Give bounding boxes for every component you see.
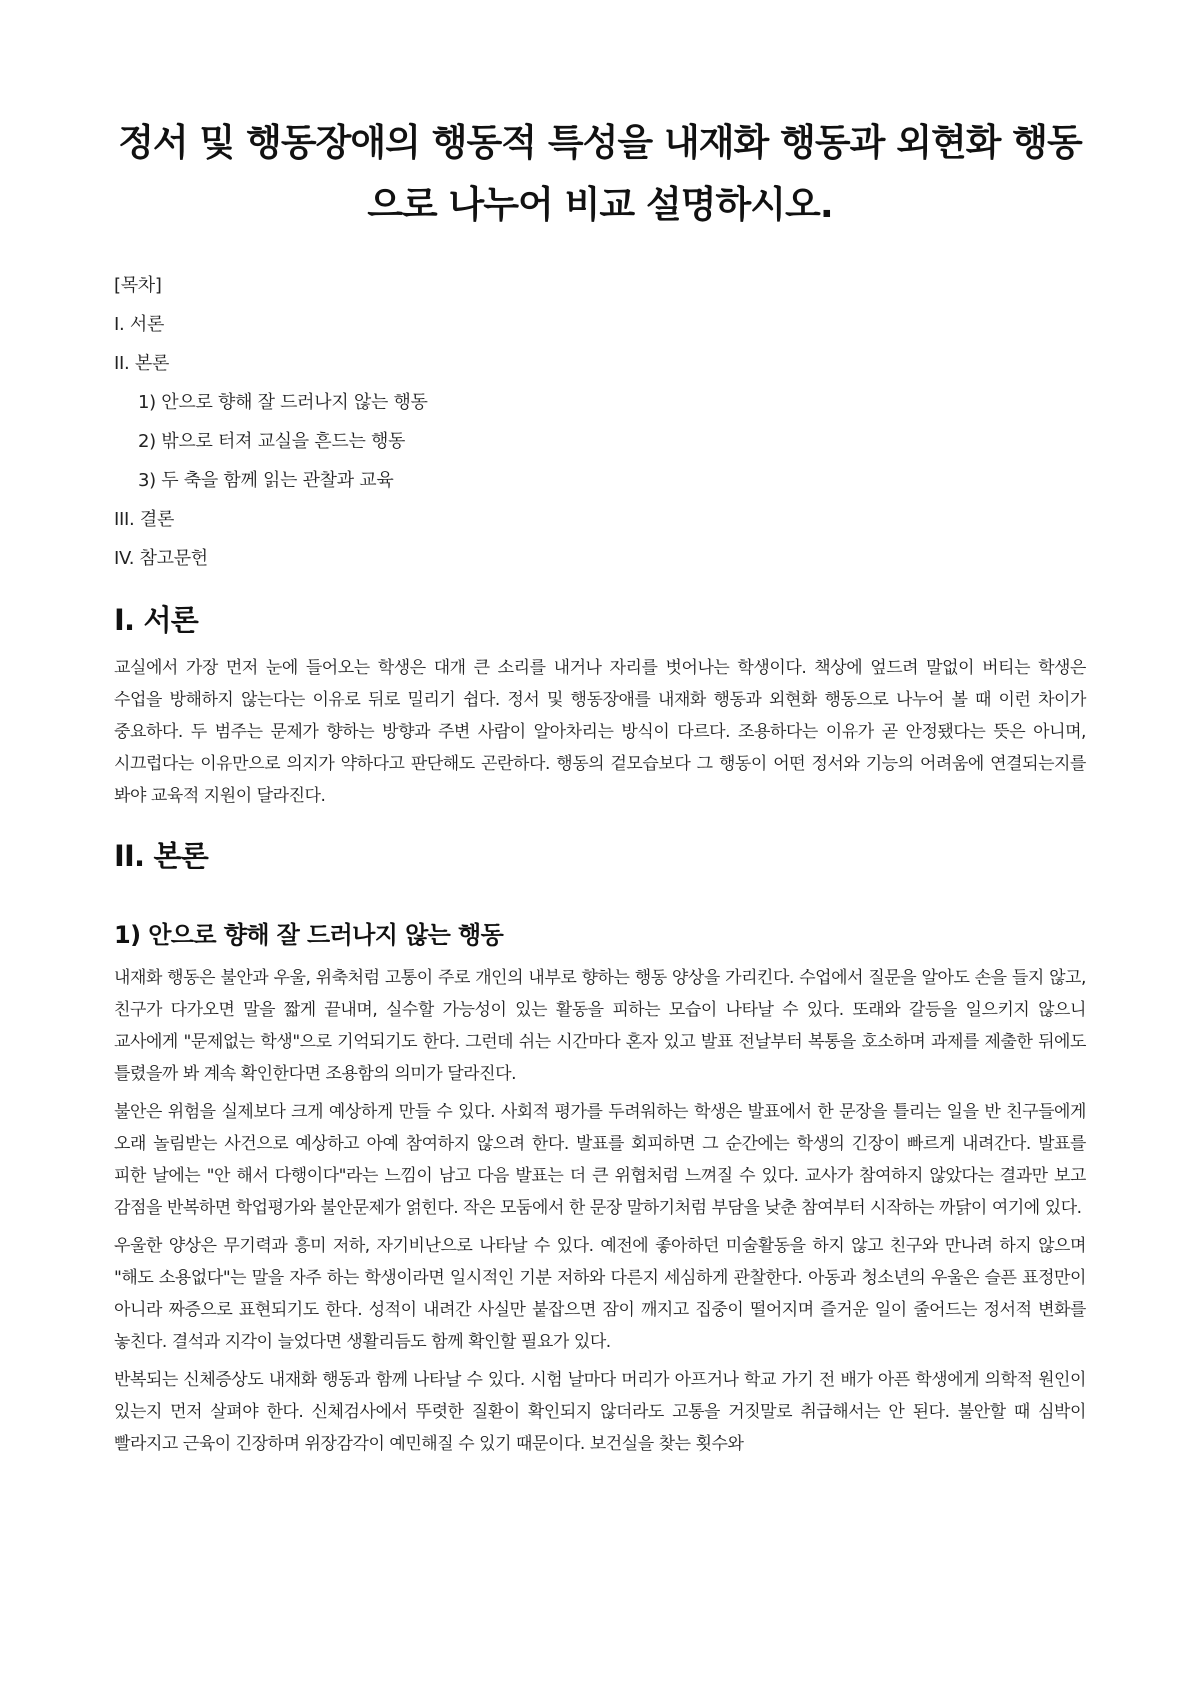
toc-item-conclusion: III. 결론 <box>114 509 175 530</box>
main-body-section <box>114 836 1086 1460</box>
toc-item-sub-1: 1) 안으로 향해 잘 드러나지 않는 행동 <box>138 392 428 413</box>
toc-heading: [목차] <box>114 275 162 296</box>
toc-item-sub-3: 3) 두 축을 함께 읽는 관찰과 교육 <box>138 470 394 491</box>
main-body-heading: II. 본론 <box>114 839 208 873</box>
paragraph: 우울한 양상은 무기력과 흥미 저하, 자기비난으로 나타날 수 있다. 예전에 좋아하던 미술활동을 하지 않고 친구와 만나려 하지 않으며 "해도 소용없다"는 말을 자주 하는 학생이라면 일시적인 기분 저하와 다른지 세심하게 관찰한다. 아동과 청소년의 우울은 슬픈 표정만이 아니라 짜증으로 표현되기도 한다. 성적이 내려간 사실만 붙잡으면 잠이 깨지고 집중이 떨어지며 즐거운 일이 줄어드는 정서적 변화를 놓친다. 결석과 지각이 늘었다면 생활리듬도 함께 확인할 필요가 있다. <box>114 1236 1086 1352</box>
toc-item-introduction: I. 서론 <box>114 314 165 335</box>
toc-item-main-body: II. 본론 <box>114 353 170 374</box>
subsection-heading: 1) 안으로 향해 잘 드러나지 않는 행동 <box>114 921 504 949</box>
subsection-internalizing <box>114 918 1086 1460</box>
document-title-line-1: 정서 및 행동장애의 행동적 특성을 내재화 행동과 외현화 행동 <box>118 121 1082 164</box>
document-title-line-2: 으로 나누어 비교 설명하시오. <box>367 183 833 226</box>
paragraph: 반복되는 신체증상도 내재화 행동과 함께 나타날 수 있다. 시험 날마다 머리가 아프거나 학교 가기 전 배가 아픈 학생에게 의학적 원인이 있는지 먼저 살펴야 한다. 신체검사에서 뚜렷한 질환이 확인되지 않더라도 고통을 거짓말로 취급해서는 안 된다. 불안할 때 심박이 빨라지고 근육이 긴장하며 위장감각이 예민해질 수 있기 때문이다. 보건실을 찾는 횟수와 <box>114 1370 1087 1454</box>
paragraph: 내재화 행동은 불안과 우울, 위축처럼 고통이 주로 개인의 내부로 향하는 행동 양상을 가리킨다. 수업에서 질문을 알아도 손을 들지 않고, 친구가 다가오면 말을 짧게 끝내며, 실수할 가능성이 있는 활동을 피하는 모습이 나타날 수 있다. 또래와 갈등을 일으키지 않으니 교사에게 "문제없는 학생"으로 기억되기도 한다. 그런데 쉬는 시간마다 혼자 있고 발표 전날부터 복통을 호소하며 과제를 제출한 뒤에도 틀렸을까 봐 계속 확인한다면 조용함의 의미가 달라진다. <box>114 968 1086 1084</box>
toc-item-references: IV. 참고문헌 <box>114 548 208 569</box>
paragraph: 교실에서 가장 먼저 눈에 들어오는 학생은 대개 큰 소리를 내거나 자리를 벗어나는 학생이다. 책상에 엎드려 말없이 버티는 학생은 수업을 방해하지 않는다는 이유로 뒤로 밀리기 쉽다. 정서 및 행동장애를 내재화 행동과 외현화 행동으로 나누어 볼 때 이런 차이가 중요하다. 두 범주는 문제가 향하는 방향과 주변 사람이 알아차리는 방식이 다르다. 조용하다는 이유가 곧 안정됐다는 뜻은 아니며, 시끄럽다는 이유만으로 의지가 약하다고 판단해도 곤란하다. 행동의 겉모습보다 그 행동이 어떤 정서와 기능의 어려움에 연결되는지를 봐야 교육적 지원이 달라진다. <box>114 658 1086 806</box>
toc-item-sub-2: 2) 밖으로 터져 교실을 흔드는 행동 <box>138 431 406 452</box>
paragraph: 불안은 위험을 실제보다 크게 예상하게 만들 수 있다. 사회적 평가를 두려워하는 학생은 발표에서 한 문장을 틀리는 일을 반 친구들에게 오래 놀림받는 사건으로 예상하고 아예 참여하지 않으려 한다. 발표를 회피하면 그 순간에는 학생의 긴장이 빠르게 내려간다. 발표를 피한 날에는 "안 해서 다행이다"라는 느낌이 남고 다음 발표는 더 큰 위협처럼 느껴질 수 있다. 교사가 참여하지 않았다는 결과만 보고 감점을 반복하면 학업평가와 불안문제가 얽힌다. 작은 모둠에서 한 문장 말하기처럼 부담을 낮춘 참여부터 시작하는 까닭이 여기에 있다. <box>114 1102 1086 1218</box>
introduction-heading: I. 서론 <box>114 603 198 637</box>
document-title <box>114 112 1086 236</box>
table-of-contents <box>114 266 1086 578</box>
introduction-section <box>114 600 1086 812</box>
